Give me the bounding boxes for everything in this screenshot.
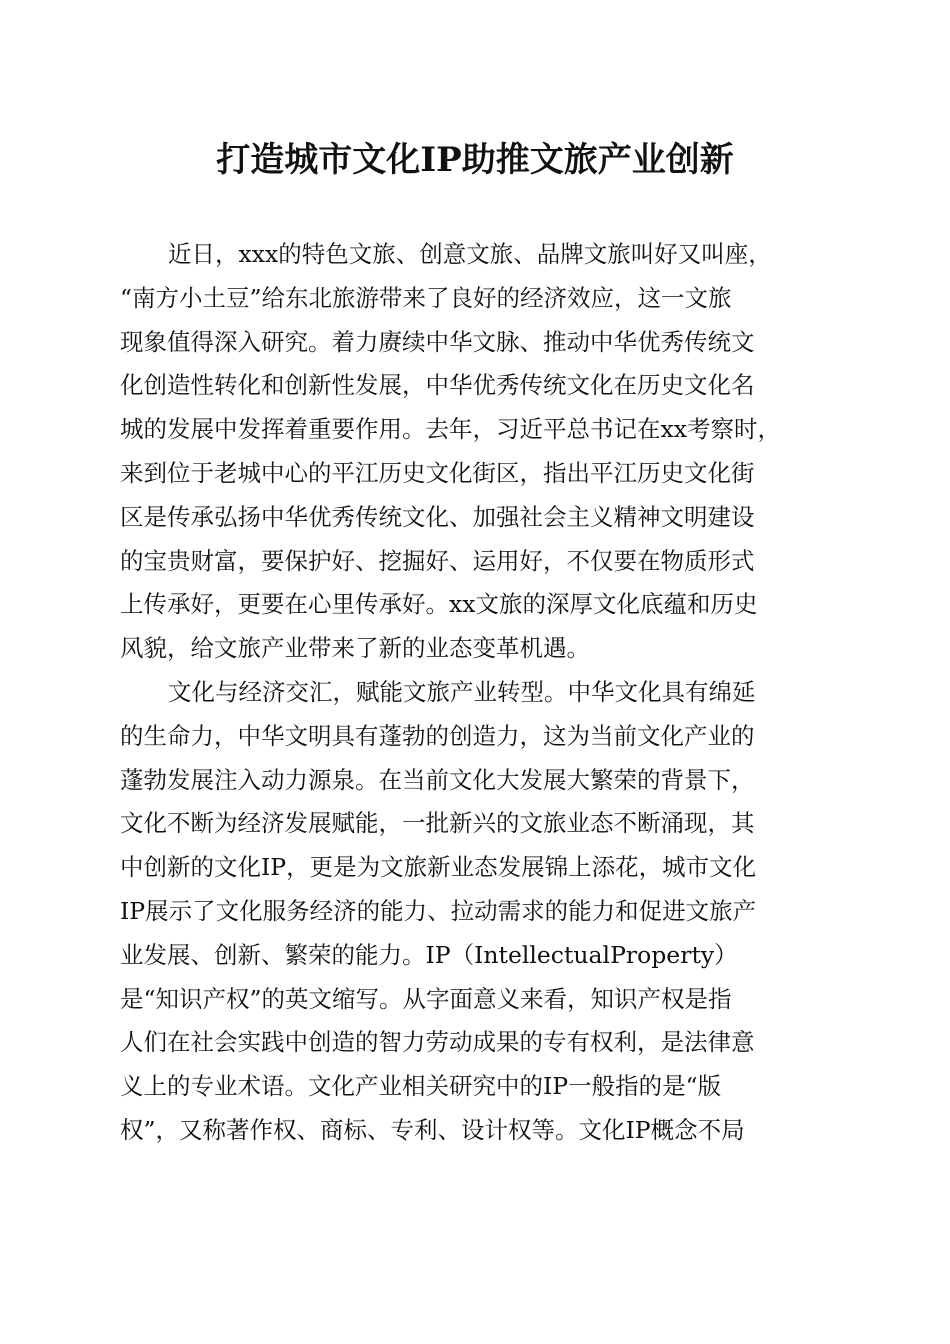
text-line: 文化不断为经济发展赋能，一批新兴的文旅业态不断涌现，其 xyxy=(120,809,755,838)
text-line: 是“知识产权”的英文缩写。从字面意义来看，知识产权是指 xyxy=(120,984,732,1013)
text-line: 现象值得深入研究。着力赓续中华文脉、推动中华优秀传统文 xyxy=(120,327,755,356)
text-line: 人们在社会实践中创造的智力劳动成果的专有权利，是法律意 xyxy=(120,1028,755,1057)
text-line: 来到位于老城中心的平江历史文化街区，指出平江历史文化街 xyxy=(120,458,755,487)
text-line: 近日，xxx的特色文旅、创意文旅、品牌文旅叫好又叫座， xyxy=(168,240,772,268)
text-line: 义上的专业术语。文化产业相关研究中的IP一般指的是“版 xyxy=(120,1072,722,1101)
document-title: 打造城市文化IP助推文旅产业创新 xyxy=(216,140,734,180)
text-line: 业发展、创新、繁荣的能力。IP（IntellectualProperty） xyxy=(120,940,738,969)
text-line: IP展示了文化服务经济的能力、拉动需求的能力和促进文旅产 xyxy=(120,896,757,925)
text-line: 的宝贵财富，要保护好、挖掘好、运用好，不仅要在物质形式 xyxy=(120,546,755,575)
text-line: 蓬勃发展注入动力源泉。在当前文化大发展大繁荣的背景下， xyxy=(120,765,755,794)
document-body xyxy=(120,233,830,1153)
text-line: 权”，又称著作权、商标、专利、设计权等。文化IP概念不局 xyxy=(120,1115,745,1144)
text-line: 文化与经济交汇，赋能文旅产业转型。中华文化具有绵延 xyxy=(168,677,756,706)
text-line: 风貌，给文旅产业带来了新的业态变革机遇。 xyxy=(120,634,590,663)
paragraph xyxy=(120,233,830,671)
text-line: 中创新的文化IP，更是为文旅新业态发展锦上添花，城市文化 xyxy=(120,853,757,882)
text-line: 化创造性转化和创新性发展，中华优秀传统文化在历史文化名 xyxy=(120,371,755,400)
text-line: 区是传承弘扬中华优秀传统文化、加强社会主义精神文明建设 xyxy=(120,502,755,531)
text-line: “南方小土豆”给东北旅游带来了良好的经济效应，这一文旅 xyxy=(120,283,732,312)
paragraph xyxy=(120,671,830,1153)
text-line: 上传承好，更要在心里传承好。xx文旅的深厚文化底蕴和历史 xyxy=(120,590,758,619)
text-line: 城的发展中发挥着重要作用。去年，习近平总书记在xx考察时， xyxy=(120,415,782,444)
text-line: 的生命力，中华文明具有蓬勃的创造力，这为当前文化产业的 xyxy=(120,721,755,750)
